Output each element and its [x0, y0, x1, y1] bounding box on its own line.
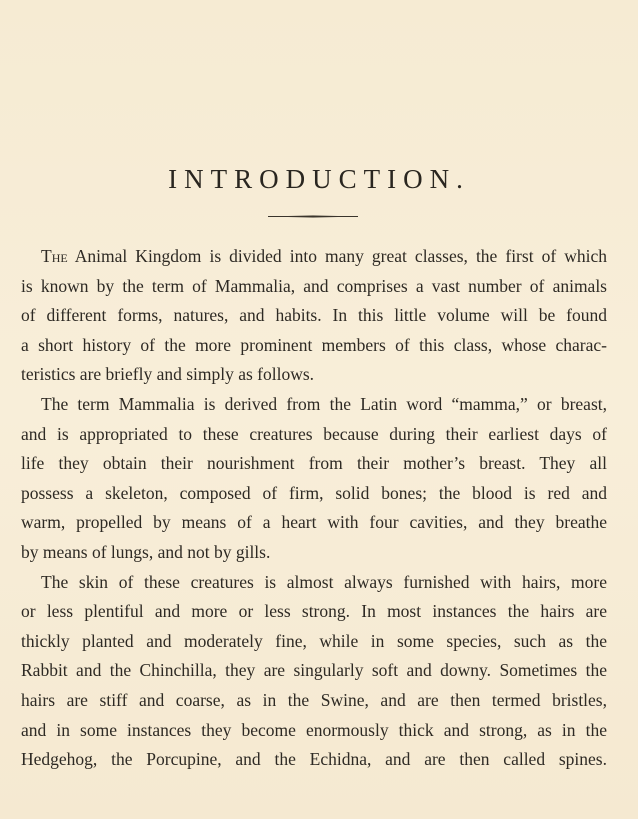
text-line: Hedgehog, the Porcupine, and the Echidna, and are then called spines. [21, 749, 607, 770]
text-line: by means of lungs, and not by gills. [21, 541, 271, 562]
text-line: life they obtain their nourishment from their mother’s breast. They all [21, 453, 607, 474]
text-line [21, 242, 607, 272]
ornamental-rule [268, 216, 358, 217]
text-line: is known by the term of Mammalia, and comprises a vast number of animals [21, 275, 607, 296]
text-line: teristics are briefly and simply as follows. [21, 364, 315, 385]
text-line: Rabbit and the Chinchilla, they are singularly soft and downy. Sometimes the [21, 660, 607, 681]
text-line: and is appropriated to these creatures because during their earliest days of [21, 423, 607, 444]
lead-word: The [41, 246, 68, 266]
text-line: hairs are stiff and coarse, as in the Swine, and are then termed bristles, [21, 689, 607, 710]
text-line: of different forms, natures, and habits. In this little volume will be found [21, 305, 607, 326]
text-line: possess a skeleton, composed of firm, solid bones; the blood is red and [21, 482, 607, 503]
text-line: thickly planted and moderately fine, while in some species, such as the [21, 630, 607, 651]
text-line: The term Mammalia is derived from the Latin word “mamma,” or breast, [41, 393, 607, 414]
chapter-heading: INTRODUCTION. [168, 164, 470, 194]
body-text [21, 242, 607, 775]
text-line: warm, propelled by means of a heart with four cavities, and they breathe [21, 512, 607, 533]
text-line: The skin of these creatures is almost always furnished with hairs, more [41, 571, 607, 592]
text-line: and in some instances they become enormously thick and strong, as in the [21, 719, 607, 740]
line-text: Animal Kingdom is divided into many great classes, the first of which [67, 246, 607, 266]
text-line: a short history of the more prominent members of this class, whose charac- [21, 334, 607, 355]
text-line: or less plentiful and more or less strong. In most instances the hairs are [21, 601, 607, 622]
